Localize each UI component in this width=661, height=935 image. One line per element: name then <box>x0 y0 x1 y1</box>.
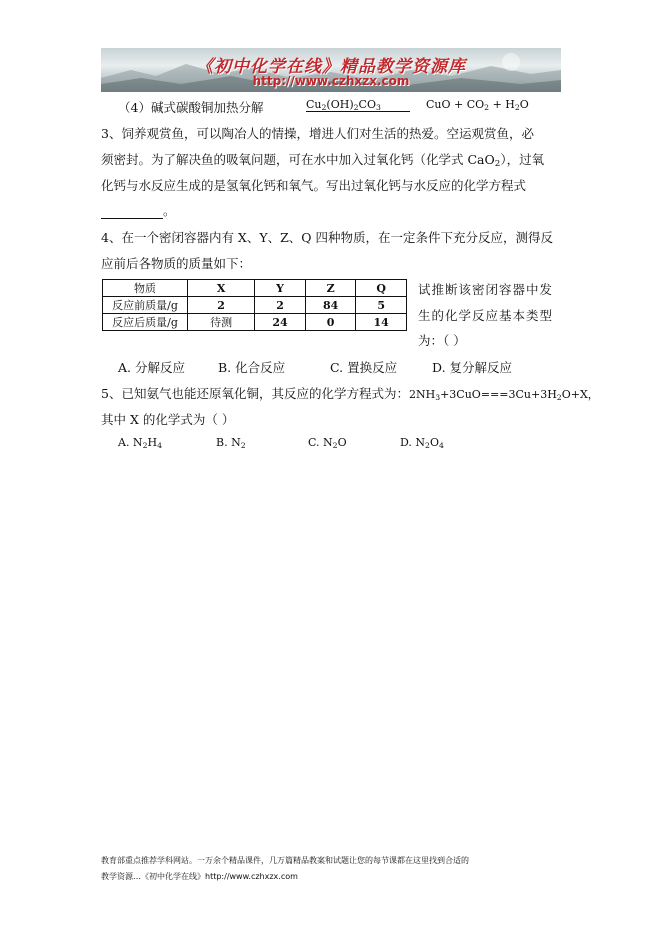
table-cell: 5 <box>356 297 407 314</box>
item4-label: （4）碱式碳酸铜加热分解 <box>118 100 264 115</box>
table-header-cell: Z <box>305 280 356 297</box>
q4-option-b[interactable]: B. 化合反应 <box>218 360 286 375</box>
q4-option-d[interactable]: D. 复分解反应 <box>432 360 513 375</box>
table-header-cell: 物质 <box>103 280 188 297</box>
table-cell: 14 <box>356 314 407 331</box>
q5-option-b[interactable]: B. $N_2$ <box>216 436 246 450</box>
q4-side-line3: 为：（ ） <box>418 333 466 348</box>
q5-equation: $2NH_3+3CuO===3Cu+3H_2O+X$， <box>408 388 599 402</box>
footer-line2-text: 教学资源…《初中化学在线》 <box>101 872 205 881</box>
header-banner <box>101 48 561 92</box>
q3-line1: 3、饲养观赏鱼，可以陶冶人的情操，增进人们对生活的热爱。空运观赏鱼，必 <box>101 126 534 141</box>
table-cell: 2 <box>188 297 255 314</box>
q5-line1-text: 5、已知氨气也能还原氧化铜，其反应的化学方程式为： <box>101 386 409 401</box>
table-header-cell: Q <box>356 280 407 297</box>
mass-table <box>102 279 407 331</box>
q4-side-line2: 生的化学反应基本类型 <box>418 308 554 323</box>
table-cell: 0 <box>305 314 356 331</box>
table-cell: 反应后质量/g <box>103 314 188 331</box>
banner-url[interactable]: http://www.czhxzx.com <box>252 74 410 88</box>
q4-line1: 4、在一个密闭容器内有 X、Y、Z、Q 四种物质，在一定条件下充分反应，测得反 <box>101 230 553 245</box>
table-cell: 84 <box>305 297 356 314</box>
item4-products: CuO + $CO_2 + H_2O$ <box>426 98 529 112</box>
item4-reactant: $Cu_2(OH)_2CO_3$ <box>306 98 410 112</box>
table-header-cell: X <box>188 280 255 297</box>
q4-option-a[interactable]: A. 分解反应 <box>118 360 185 375</box>
q5-line1 <box>101 384 599 402</box>
table-row <box>103 314 407 331</box>
footer-line2 <box>101 871 298 882</box>
q5-option-a[interactable]: A. $N_2H_4$ <box>118 436 162 450</box>
q3-answer-blank[interactable] <box>101 201 176 219</box>
footer-line1: 教育部重点推荐学科网站。一万余个精品课件，几万篇精品教案和试题让您的每节课都在这里找到合适的 <box>101 856 469 865</box>
q3-end: 。 <box>163 203 176 218</box>
table-header-cell: Y <box>255 280 306 297</box>
table-row <box>103 297 407 314</box>
table-cell: 反应前质量/g <box>103 297 188 314</box>
q5-option-d[interactable]: D. $N_2O_4$ <box>400 436 444 450</box>
q5-line2: 其中 X 的化学式为（ ） <box>101 412 235 427</box>
banner-title: 《初中化学在线》精品教学资源库 <box>196 57 466 77</box>
q5-option-c[interactable]: C. $N_2O$ <box>308 436 347 450</box>
footer-url-link[interactable]: http://www.czhxzx.com <box>205 872 298 881</box>
table-cell: 2 <box>255 297 306 314</box>
q3-line2: 须密封。为了解决鱼的吸氧问题，可在水中加入过氧化钙（化学式 CaO$_2$），过氧 <box>101 152 545 169</box>
table-cell: 待测 <box>188 314 255 331</box>
table-header-row <box>103 280 407 297</box>
q4-line2: 应前后各物质的质量如下： <box>101 256 252 271</box>
q4-option-c[interactable]: C. 置换反应 <box>330 360 398 375</box>
q3-line3: 化钙与水反应生成的是氢氧化钙和氧气。写出过氧化钙与水反应的化学方程式 <box>101 178 527 193</box>
table-cell: 24 <box>255 314 306 331</box>
q4-side-line1: 试推断该密闭容器中发 <box>418 282 554 297</box>
